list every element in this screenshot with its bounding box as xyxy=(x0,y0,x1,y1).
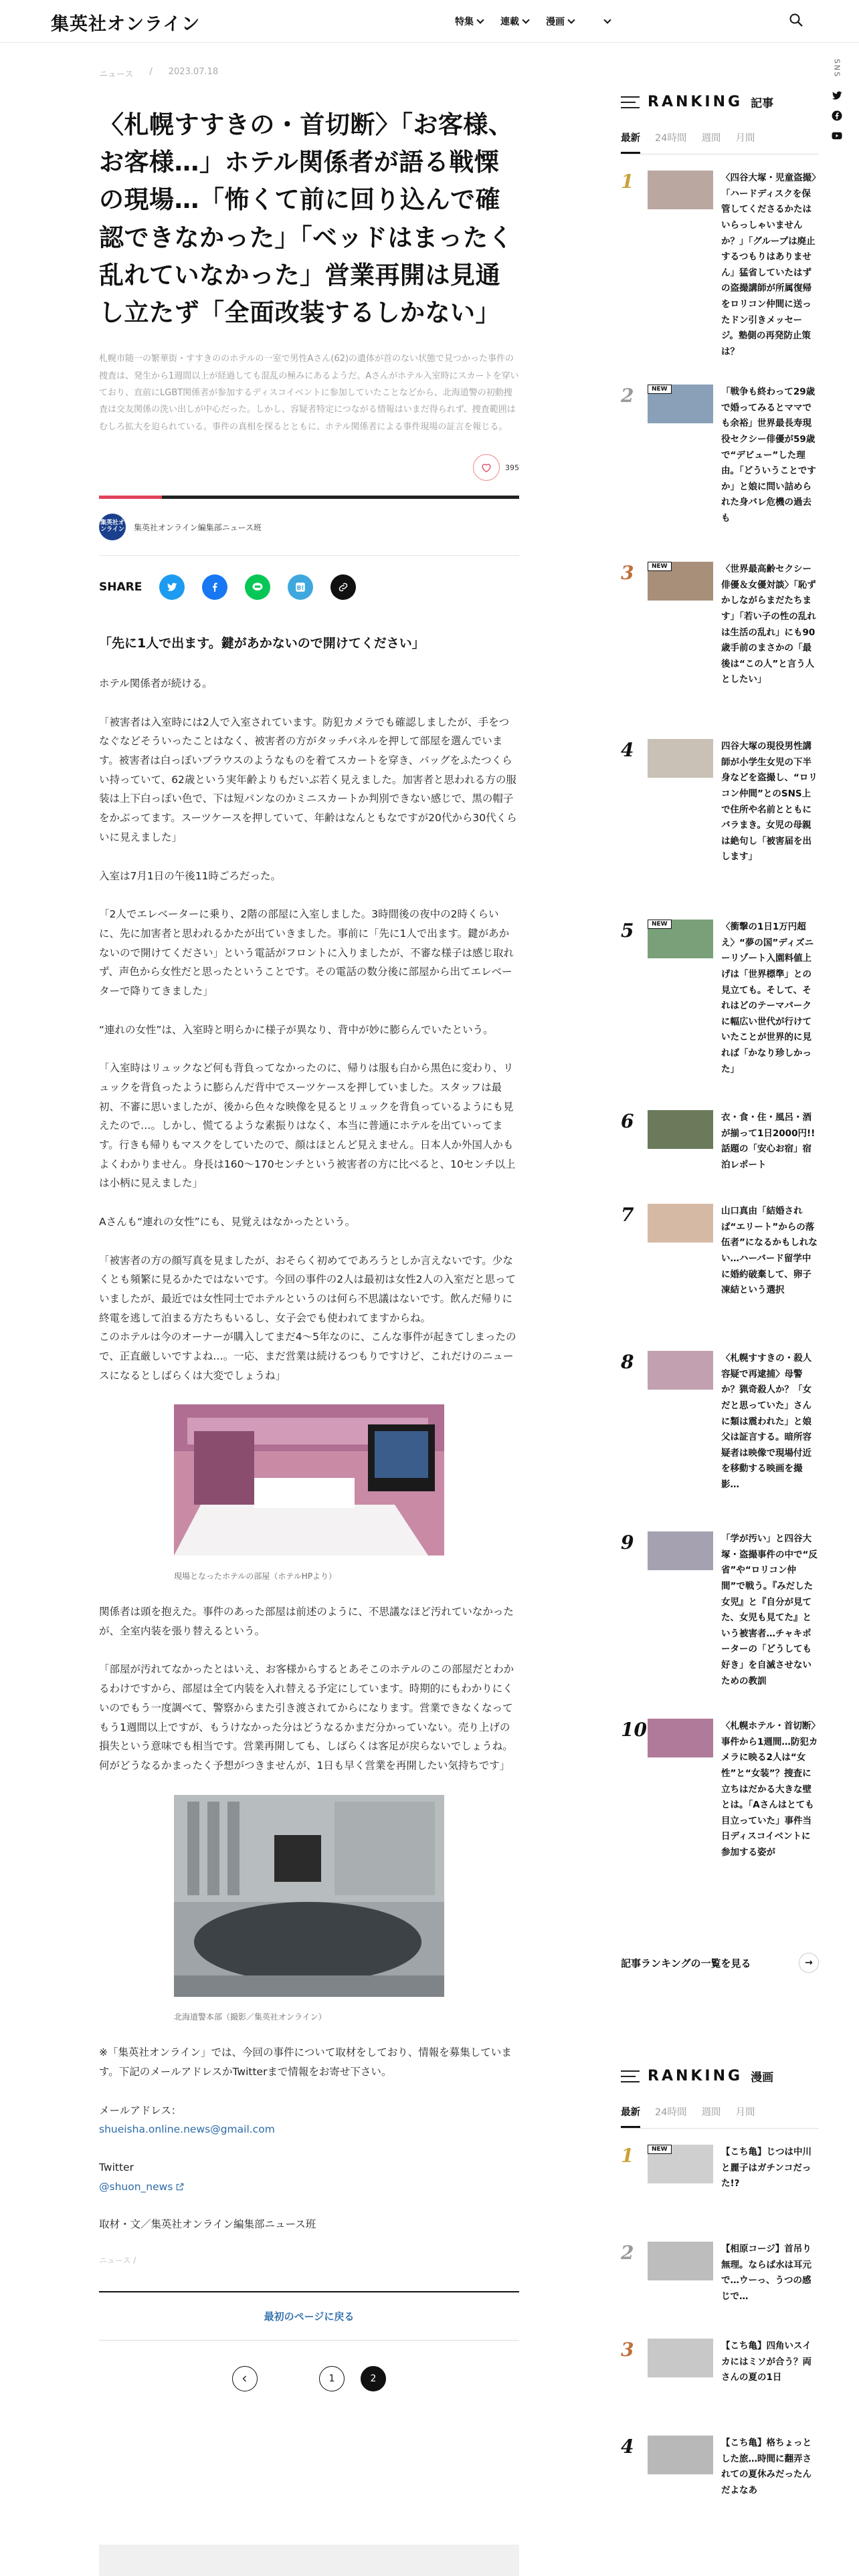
body-paragraph: 「2人でエレベーターに乗り、2階の部屋に入室しました。3時間後の夜中の2時くらいに、先に加害者と思われるかたが出ていきました。事前に「先に1人で出ます。鍵があかないので開けてください」という電話がフロントに入りましたが、不審な様子は感じ取れず、声色から女性だと思ったということです。その電話の数分後に部屋から出てエレベーターで降りてきました」 xyxy=(99,908,514,997)
share-twitter-icon[interactable] xyxy=(159,574,185,600)
nav-more[interactable] xyxy=(605,15,610,28)
chevron-down-icon xyxy=(476,16,484,23)
body-paragraph: 「被害者の方の顔写真を見ましたが、おそらく初めてであろうとしか言えないです。少なくとも頻繁に見るかたではないです。今回の事件の2人は最初は女性2人の入室だと思っていましたが、最近では女性同士でホテルというのは何ら不思議はないです。飲んだ帰りに終電を逃して泊まる方たちもいるし、女子会でも使われてますからね。 このホテルは今のオーナーが購入してまだ4〜5年なのに、こんな事件が起きてしまったので、正直厳しいですよね…。一応、まだ営業は続けるつもりですけど、これだけのニュースになるとしばらくは大変でしょうね」 xyxy=(99,1254,516,1382)
rank-number: 2 xyxy=(621,2242,634,2264)
rank-number: 7 xyxy=(621,1204,634,1226)
share-facebook-icon[interactable] xyxy=(202,574,227,600)
ranking-thumbnail xyxy=(648,562,713,601)
figure-hotel-room xyxy=(174,1404,444,1584)
mail-label: メールアドレス： xyxy=(99,2104,182,2117)
ranking-item[interactable] xyxy=(621,171,819,360)
hotel-room-photo[interactable] xyxy=(174,1404,444,1555)
ranking-thumbnail xyxy=(648,2242,713,2280)
ranking-item-title: 衣・食・住・風呂・酒が揃って1日2000円!! 話題の「安心お宿」宿泊レポート xyxy=(721,1112,816,1170)
ranking-thumbnail xyxy=(648,1719,713,1757)
ranking-thumbnail xyxy=(648,1110,713,1149)
author-block[interactable] xyxy=(99,514,519,540)
footer-band xyxy=(99,2545,519,2576)
ranking-tabs xyxy=(621,130,819,154)
tab-latest[interactable]: 最新 xyxy=(621,2105,640,2128)
external-link-icon xyxy=(175,2182,185,2191)
ranking-item-title: 〈世界最高齢セクシー俳優＆女優対談〉「恥ずかしながらまだたちます」「若い子の性の乱れは生活の乱れ」にも90歳手前のまさかの「最後は“この人”と言う人としたい」 xyxy=(721,564,816,685)
prev-page-button[interactable] xyxy=(232,2366,258,2391)
divider xyxy=(99,555,519,556)
ranking-title-en: RANKING xyxy=(648,2068,743,2084)
ranking-title-jp: 漫画 xyxy=(751,2071,774,2084)
ranking-item-title: 【こち亀】じつは中川と麗子はガチンコだった!? xyxy=(721,2147,812,2189)
body-paragraph: Aさんも“連れの女性”にも、見覚えはなかったという。 xyxy=(99,1215,356,1228)
tab-weekly[interactable]: 週間 xyxy=(701,2107,721,2118)
police-hq-photo[interactable] xyxy=(174,1795,444,1997)
share-label: SHARE xyxy=(99,580,142,595)
section-heading: 「先に1人で出ます。鍵があかないので開けてください」 xyxy=(99,636,425,651)
ranking-item-title: 〈衝撃の1日1万円超え〉“夢の国”ディズニーリゾート入園料値上げは「世界標準」との見立ても。そして、それはどのテーマパークに幅広い世代が行けていたことが世界的に見れば「かなり珍しかった」 xyxy=(721,922,814,1075)
body-paragraph: “連れの女性”は、入室時と明らかに様子が異なり、背中が妙に膨らんでいたという。 xyxy=(99,1023,494,1036)
ranking-thumbnail xyxy=(648,739,713,778)
rank-number: 3 xyxy=(621,2339,634,2361)
tab-latest[interactable]: 最新 xyxy=(621,130,640,154)
twitter-link[interactable]: @shuon_news xyxy=(99,2180,173,2193)
share-bar xyxy=(99,574,519,600)
chevron-left-icon xyxy=(241,2375,249,2383)
ranking-thumbnail xyxy=(648,2339,713,2377)
author-avatar: 集英社オンライン xyxy=(99,514,126,540)
article xyxy=(99,67,519,2391)
reading-progress-bar xyxy=(99,496,519,499)
ranking-item-title: 【こち亀】格ちょっとした旅…時間に翻弄されての夏休みだったんだよなあ xyxy=(721,2438,812,2496)
ranking-header xyxy=(621,2068,819,2084)
new-badge: NEW xyxy=(648,920,672,929)
ranking-item[interactable] xyxy=(621,1351,819,1493)
ranking-thumbnail xyxy=(648,1531,713,1570)
site-header xyxy=(0,0,859,43)
author-name: 集英社オンライン編集部ニュース班 xyxy=(134,522,262,532)
credit: 取材・文／集英社オンライン編集部ニュース班 xyxy=(99,2218,316,2231)
nav-item-series[interactable]: 連載 xyxy=(500,15,529,28)
like-count: 395 xyxy=(505,463,519,472)
search-icon[interactable] xyxy=(788,12,804,28)
tab-monthly[interactable]: 月間 xyxy=(735,2107,755,2118)
ranking-item[interactable] xyxy=(621,2436,819,2499)
ranking-item[interactable] xyxy=(621,1719,819,1861)
twitter-label: Twitter xyxy=(99,2161,134,2174)
body-paragraph: 入室は7月1日の午後11時ごろだった。 xyxy=(99,869,281,882)
new-badge: NEW xyxy=(648,385,672,394)
tab-24h[interactable]: 24時間 xyxy=(655,2107,687,2118)
rank-number: 4 xyxy=(621,2436,634,2458)
rank-number: 4 xyxy=(621,739,634,761)
ranking-item[interactable] xyxy=(621,2145,819,2192)
chevron-down-icon xyxy=(603,16,611,23)
breadcrumb-category[interactable]: ニュース xyxy=(99,70,134,80)
body-paragraph: ホテル関係者が続ける。 xyxy=(99,677,213,690)
ranking-item[interactable] xyxy=(621,920,819,1077)
new-badge: NEW xyxy=(648,2145,672,2154)
main-nav xyxy=(455,15,610,28)
heart-icon xyxy=(480,462,492,473)
ranking-thumbnail xyxy=(648,1351,713,1390)
pagination xyxy=(99,2366,519,2391)
ranking-title-en: RANKING xyxy=(648,94,743,110)
ranking-item-title: 〈札幌ホテル・首切断〉事件から1週間…防犯カメラに映る2人は“女性”と“女装”？捜査に立ちはだかる大きな壁とは。「Aさんはとても目立っていた」事件当日ディスコイベントに参加する姿が xyxy=(721,1721,818,1858)
rank-number: 6 xyxy=(621,1110,634,1132)
rank-number: 9 xyxy=(621,1531,634,1553)
body-paragraph: 関係者は頭を抱えた。事件のあった部屋は前述のように、不思議なほど汚れていなかったが、全室内装を張り替えるという。 xyxy=(99,1606,514,1637)
ranking-item-title: 「学が汚い」と四谷大塚・盗撮事件の中で“反省”や“ロリコン仲間”で戦う。『みだした女児』と『自分が見てた、女児も見てた』という被害者…チャキポーターの「どうしても好き」を自滅させないための教訓 xyxy=(721,1533,818,1687)
rank-number: 3 xyxy=(621,562,634,584)
ranking-thumbnail xyxy=(648,385,713,423)
ranking-more-label: 記事ランキングの一覧を見る xyxy=(621,1957,751,1969)
copy-link-icon[interactable] xyxy=(330,574,356,600)
like-area xyxy=(99,454,519,481)
rank-number: 10 xyxy=(621,1719,647,1741)
ranking-thumbnail xyxy=(648,2436,713,2474)
back-to-first-page-link[interactable]: 最初のページに戻る xyxy=(99,2291,519,2341)
ranking-item-title: 【こち亀】四角いスイカにはミソが合う？両さんの夏の1日 xyxy=(721,2341,812,2383)
like-button[interactable] xyxy=(473,454,500,481)
breadcrumb xyxy=(99,67,519,80)
ranking-title-jp: 記事 xyxy=(751,97,774,110)
body-paragraph: 「部屋が汚れてなかったとはいえ、お客様からするとあそこのホテルのこの部屋だとわかるわけですから、部屋は全て内装を入れ替える予定にしています。時期的にもわかりにくいのでもう一度調べて、警察からまた引き渡されてからになります。営業できなくなってもう1週間以上ですが、もうけなかった分はどうなるかまだ分かっていない。売り上げの損失という意味でも相当です。営業再開しても、しばらくは客足が戻らないでしょうね。何がどうなるかまったく予想がつきませんが、1日も早く営業を再開したい気持ちです」 xyxy=(99,1663,514,1772)
ranking-manga xyxy=(621,2068,819,2576)
ranking-item[interactable] xyxy=(621,562,819,688)
ranking-item-title: 山口真由「結婚されば“エリート”からの落伍者”になるかもしれない…ハーバード留学中に婚約破棄して、卵子凍結という選択 xyxy=(721,1206,818,1296)
rank-number: 8 xyxy=(621,1351,634,1373)
reading-progress-fill xyxy=(99,496,162,499)
ranking-tabs xyxy=(621,2105,819,2129)
share-hatena-icon[interactable] xyxy=(288,574,313,600)
ranking-thumbnail xyxy=(648,920,713,958)
new-badge: NEW xyxy=(648,562,672,571)
bottom-breadcrumb[interactable]: ニュース / xyxy=(99,2256,136,2266)
nav-item-feature[interactable]: 特集 xyxy=(455,15,483,28)
body-paragraph: 「入室時はリュックなど何も背負ってなかったのに、帰りは服も白から黒色に変わり、リュックを背負ったように膨らんだ背中でスーツケースを押していました。スタッフは最初、不審に思いましたが、後から色々な映像を見るとリュックを背負っているようにも見えたので…。しかし、慌てるような素振りはなく、本当に普通にホテルを出ていってます。行きも帰りもマスクをしていたので、顔はほとんど見えません。日本人か外国人かもよくわかりません。身長は160〜170センチという被害者の方に比べると、10センチ以上は小柄に見えました」 xyxy=(99,1062,516,1190)
ranking-item[interactable] xyxy=(621,2339,819,2386)
page-2-button[interactable]: 2 xyxy=(361,2366,386,2391)
youtube-icon[interactable] xyxy=(831,130,843,142)
info-note: ※「集英社オンライン」では、今回の事件について取材をしており、情報を募集しています。下記のメールアドレスかTwitterまで情報をお寄せ下さい。 xyxy=(99,2046,512,2078)
ranking-item-title: 四谷大塚の現役男性講師が小学生女児の下半身などを盗撮し、“ロリコン仲間”とのSNS上で住所や名前とともにバラまき。女児の母親は絶句し「被害届を出します」 xyxy=(721,741,818,863)
nav-item-manga[interactable]: 漫画 xyxy=(546,15,574,28)
ranking-item[interactable] xyxy=(621,385,819,527)
ranking-item-title: 「戦争も終わって29歳で婚ってみるとママでも余裕」世界最長寿現役セクシー俳優が59歳で“デビュー”した理由。「どういうことですか」と娘に問い詰められた身バレ危機の過去も xyxy=(721,387,816,524)
sns-label: SNS xyxy=(832,59,842,78)
ranking-menu-icon xyxy=(621,2070,640,2082)
rank-number: 5 xyxy=(621,920,634,942)
twitter-icon[interactable] xyxy=(831,90,843,102)
ranking-thumbnail xyxy=(648,2145,713,2183)
ranking-item-title: 〈四谷大塚・児童盗撮〉「ハードディスクを保管してくださるかたはいらっしゃいませんか？」「グループは廃止するつもりはありません」猛省していたはずの盗撮講師が所属復帰をロリコン仲間に送ったドン引きメッセージ。塾側の再発防止策は？ xyxy=(721,173,816,357)
figure-caption: 現場となったホテルの部屋（ホテルHPより） xyxy=(174,1571,337,1581)
share-line-icon[interactable] xyxy=(245,574,270,600)
rank-number: 1 xyxy=(621,2145,634,2167)
body-paragraph: 「被害者は入室時には2人で入室されています。防犯カメラでも確認しましたが、手をつなぐなどそういったことはなく、被害者の方がタッチパネルを押して部屋を選んでいます。被害者は白っぽいブラウスのようなものを着てスカートを穿き、バッグをふたつくらい持っていて、62歳という実年齢よりもだいぶ若く見えました。加害者と思われる方の服装は上下白っぽい色で、下は短パンなのかミニスカートか判別できない感じで、黒の帽子をかぶってます。スーツケースを押していて、年齢はなんともなですが20代から30代くらいに見えました」 xyxy=(99,716,517,843)
rank-number: 2 xyxy=(621,385,634,407)
ranking-item[interactable] xyxy=(621,1531,819,1689)
site-logo[interactable]: 集英社オンライン xyxy=(51,14,201,35)
article-lead: 札幌市随一の繁華街・すすきののホテルの一室で男性Aさん(62)の遺体が首のない状態で見つかった事件の捜査は、発生から1週間以上が経過しても混乱の極みにあるようだ。Aさんがホテル入室時にスカートを穿いており、直前にLGBT関係者が参加するディスコイベントに参加していたことなどから、北海道警の初動捜査は交友関係の洗い出しが中心だった。しかし、容疑者特定につながる情報はいまだ得られず、捜査範囲はむしろ拡大を迫られている。事件の真相を探るとともに、ホテル関係者による事件現場の証言を報じる。 xyxy=(99,354,519,432)
figure-police-hq xyxy=(174,1795,444,2025)
article-title: 〈札幌すすきの・首切断〉「お客様、お客様…」ホテル関係者が語る戦慄の現場…「怖くて前に回り込んで確認できなかった」「ベッドはまったく乱れていなかった」営業再開は見通し立たず「全面改装するしかない」 xyxy=(99,110,514,328)
tab-24h[interactable]: 24時間 xyxy=(655,133,687,144)
page-1-button[interactable]: 1 xyxy=(319,2366,345,2391)
ranking-menu-icon xyxy=(621,96,640,108)
article-body xyxy=(99,674,519,2082)
ranking-item[interactable] xyxy=(621,1110,819,1174)
rank-number: 1 xyxy=(621,171,634,193)
ranking-header xyxy=(621,94,819,110)
chevron-down-icon xyxy=(567,16,575,23)
contact-block xyxy=(99,2101,519,2234)
facebook-icon[interactable] xyxy=(831,110,843,122)
tab-weekly[interactable]: 週間 xyxy=(701,133,721,144)
mail-link[interactable]: shueisha.online.news@gmail.com xyxy=(99,2123,275,2136)
publish-date: 2023.07.18 xyxy=(168,67,219,77)
breadcrumb-separator: / xyxy=(149,67,153,77)
sns-rail xyxy=(827,59,847,142)
figure-caption: 北海道警本部（撮影／集英社オンライン） xyxy=(174,2012,326,2022)
ranking-thumbnail xyxy=(648,171,713,209)
ranking-item-title: 〈札幌すすきの・殺人容疑で再逮捕〉母警か？猟奇殺人か？「女だと思っていた」さんに類は震われた」と娘父は証言する。暗所容疑者は映像で現場付近を移動する映画を撮影… xyxy=(721,1353,812,1490)
svg-text:B!: B! xyxy=(296,584,304,592)
ranking-thumbnail xyxy=(648,1204,713,1243)
ranking-item[interactable] xyxy=(621,1204,819,1299)
ranking-more-link[interactable] xyxy=(621,1953,819,1973)
ranking-articles xyxy=(621,94,819,2013)
ranking-item[interactable] xyxy=(621,739,819,865)
tab-monthly[interactable]: 月間 xyxy=(735,133,755,144)
chevron-down-icon xyxy=(522,16,529,23)
ranking-item-title: 【相原コージ】首吊り無理。ならば水は耳元で…ウーっ、うつの感じで… xyxy=(721,2244,812,2302)
ranking-item[interactable] xyxy=(621,2242,819,2305)
arrow-right-icon: → xyxy=(799,1953,819,1973)
